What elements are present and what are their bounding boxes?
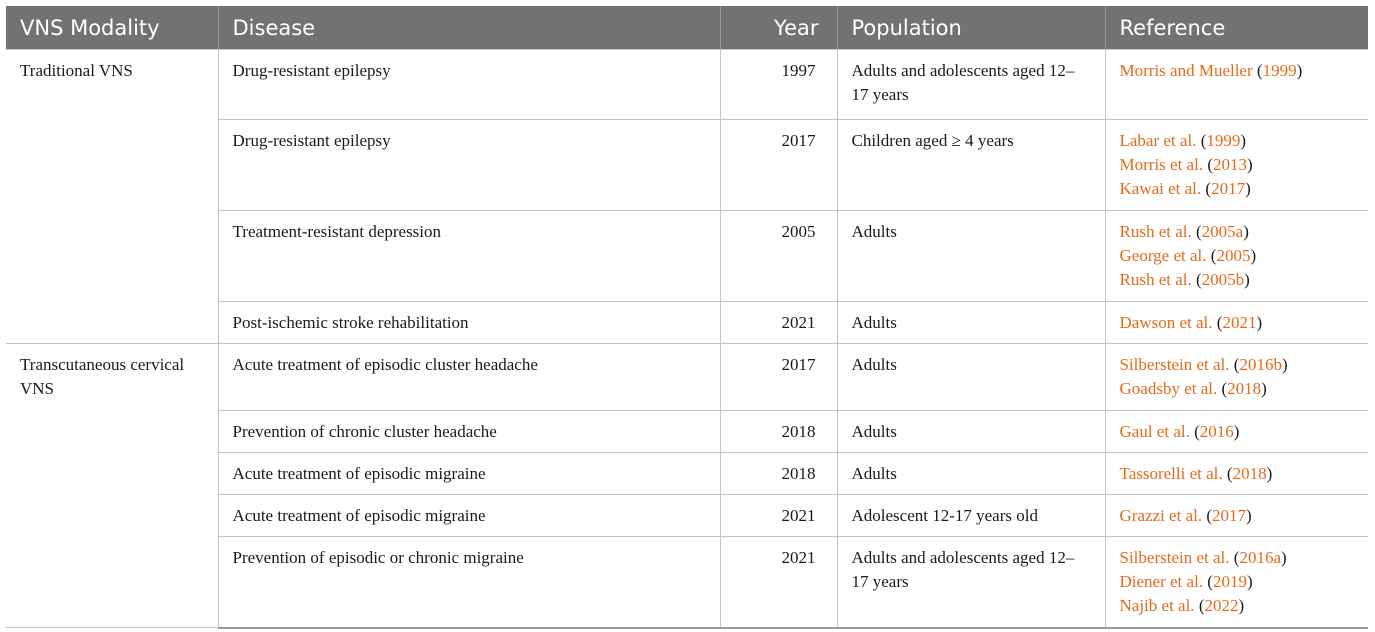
reference-cell: [1105, 211, 1368, 302]
vns-table: [6, 6, 1368, 629]
reference-link[interactable]: Tassorelli et al. (2018): [1119, 464, 1273, 483]
table-row: [6, 344, 1368, 411]
disease-cell: Drug-resistant epilepsy: [218, 50, 720, 120]
year-cell: 2017: [720, 120, 837, 211]
paren: (: [1216, 313, 1223, 332]
paren: (: [1207, 572, 1213, 591]
paren: ): [1256, 313, 1263, 332]
paren: ): [1247, 155, 1253, 174]
paren: ): [1250, 246, 1257, 265]
reference-link[interactable]: Silberstein et al. (2016b): [1119, 355, 1288, 374]
disease-cell: Acute treatment of episodic migraine: [218, 453, 720, 495]
reference-link[interactable]: Silberstein et al. (2016a): [1119, 548, 1287, 567]
reference-link[interactable]: George et al. (2005): [1119, 246, 1257, 265]
modality-cell: Transcutaneous cervical VNS: [6, 344, 218, 628]
paren: (: [1210, 246, 1217, 265]
population-cell: Adults: [837, 211, 1105, 302]
paren: ): [1246, 506, 1252, 525]
paren: ): [1246, 572, 1253, 591]
reference-cell: [1105, 120, 1368, 211]
paren: ): [1261, 379, 1267, 398]
reference-cell: [1105, 537, 1368, 628]
year-cell: 2021: [720, 302, 837, 344]
reference-link[interactable]: Diener et al. (2019): [1119, 572, 1253, 591]
population-cell: Adults: [837, 344, 1105, 411]
year-cell: 1997: [720, 50, 837, 120]
reference-link[interactable]: Najib et al. (2022): [1119, 596, 1245, 615]
reference-cell: [1105, 50, 1368, 120]
header-disease: Disease: [218, 6, 720, 50]
reference-cell: [1105, 411, 1368, 453]
disease-cell: Prevention of episodic or chronic migraine: [218, 537, 720, 628]
reference-cell: [1105, 495, 1368, 537]
reference-cell: [1105, 302, 1368, 344]
header-year: Year: [720, 6, 837, 50]
paren: ): [1238, 596, 1245, 615]
year-cell: 2005: [720, 211, 837, 302]
disease-cell: Acute treatment of episodic migraine: [218, 495, 720, 537]
disease-cell: Post-ischemic stroke rehabilitation: [218, 302, 720, 344]
reference-link[interactable]: Gaul et al. (2016): [1119, 422, 1240, 441]
table-body: [6, 50, 1368, 628]
disease-cell: Treatment-resistant depression: [218, 211, 720, 302]
paren: ): [1240, 131, 1247, 150]
paren: (: [1233, 548, 1240, 567]
paren: ): [1244, 270, 1250, 289]
disease-cell: Prevention of chronic cluster headache: [218, 411, 720, 453]
year-cell: 2018: [720, 411, 837, 453]
paren: ): [1243, 222, 1249, 241]
reference-cell: [1105, 453, 1368, 495]
reference-link[interactable]: Rush et al. (2005a): [1119, 222, 1249, 241]
year-cell: 2021: [720, 537, 837, 628]
population-cell: Adults: [837, 453, 1105, 495]
paren: (: [1198, 596, 1205, 615]
paren: ): [1266, 464, 1273, 483]
population-cell: Adults and adolescents aged 12–17 years: [837, 537, 1105, 628]
reference-link[interactable]: Grazzi et al. (2017): [1119, 506, 1252, 525]
header-reference: Reference: [1105, 6, 1368, 50]
disease-cell: Acute treatment of episodic cluster headache: [218, 344, 720, 411]
header-modality: VNS Modality: [6, 6, 218, 50]
reference-cell: [1105, 344, 1368, 411]
paren: ): [1296, 61, 1303, 80]
reference-link[interactable]: Kawai et al. (2017): [1119, 179, 1251, 198]
population-cell: Children aged ≥ 4 years: [837, 120, 1105, 211]
reference-link[interactable]: Goadsby et al. (2018): [1119, 379, 1267, 398]
year-cell: 2018: [720, 453, 837, 495]
paren: (: [1256, 61, 1263, 80]
reference-link[interactable]: Rush et al. (2005b): [1119, 270, 1250, 289]
reference-link[interactable]: Morris and Mueller (1999): [1119, 61, 1303, 80]
year-cell: 2021: [720, 495, 837, 537]
population-cell: Adults and adolescents aged 12–17 years: [837, 50, 1105, 120]
population-cell: Adolescent 12-17 years old: [837, 495, 1105, 537]
header-row: [6, 6, 1368, 50]
paren: (: [1194, 422, 1200, 441]
population-cell: Adults: [837, 411, 1105, 453]
reference-link[interactable]: Morris et al. (2013): [1119, 155, 1253, 174]
reference-link[interactable]: Labar et al. (1999): [1119, 131, 1247, 150]
paren: ): [1281, 355, 1288, 374]
paren: (: [1205, 179, 1212, 198]
paren: ): [1280, 548, 1287, 567]
paren: (: [1206, 506, 1213, 525]
paren: (: [1196, 270, 1202, 289]
paren: (: [1200, 131, 1207, 150]
year-cell: 2017: [720, 344, 837, 411]
paren: (: [1233, 355, 1240, 374]
disease-cell: Drug-resistant epilepsy: [218, 120, 720, 211]
reference-link[interactable]: Dawson et al. (2021): [1119, 313, 1263, 332]
table-row: [6, 50, 1368, 120]
paren: ): [1245, 179, 1251, 198]
modality-cell: Traditional VNS: [6, 50, 218, 344]
paren: (: [1221, 379, 1228, 398]
paren: ): [1233, 422, 1240, 441]
paren: (: [1207, 155, 1213, 174]
header-population: Population: [837, 6, 1105, 50]
population-cell: Adults: [837, 302, 1105, 344]
paren: (: [1226, 464, 1233, 483]
paren: (: [1196, 222, 1202, 241]
